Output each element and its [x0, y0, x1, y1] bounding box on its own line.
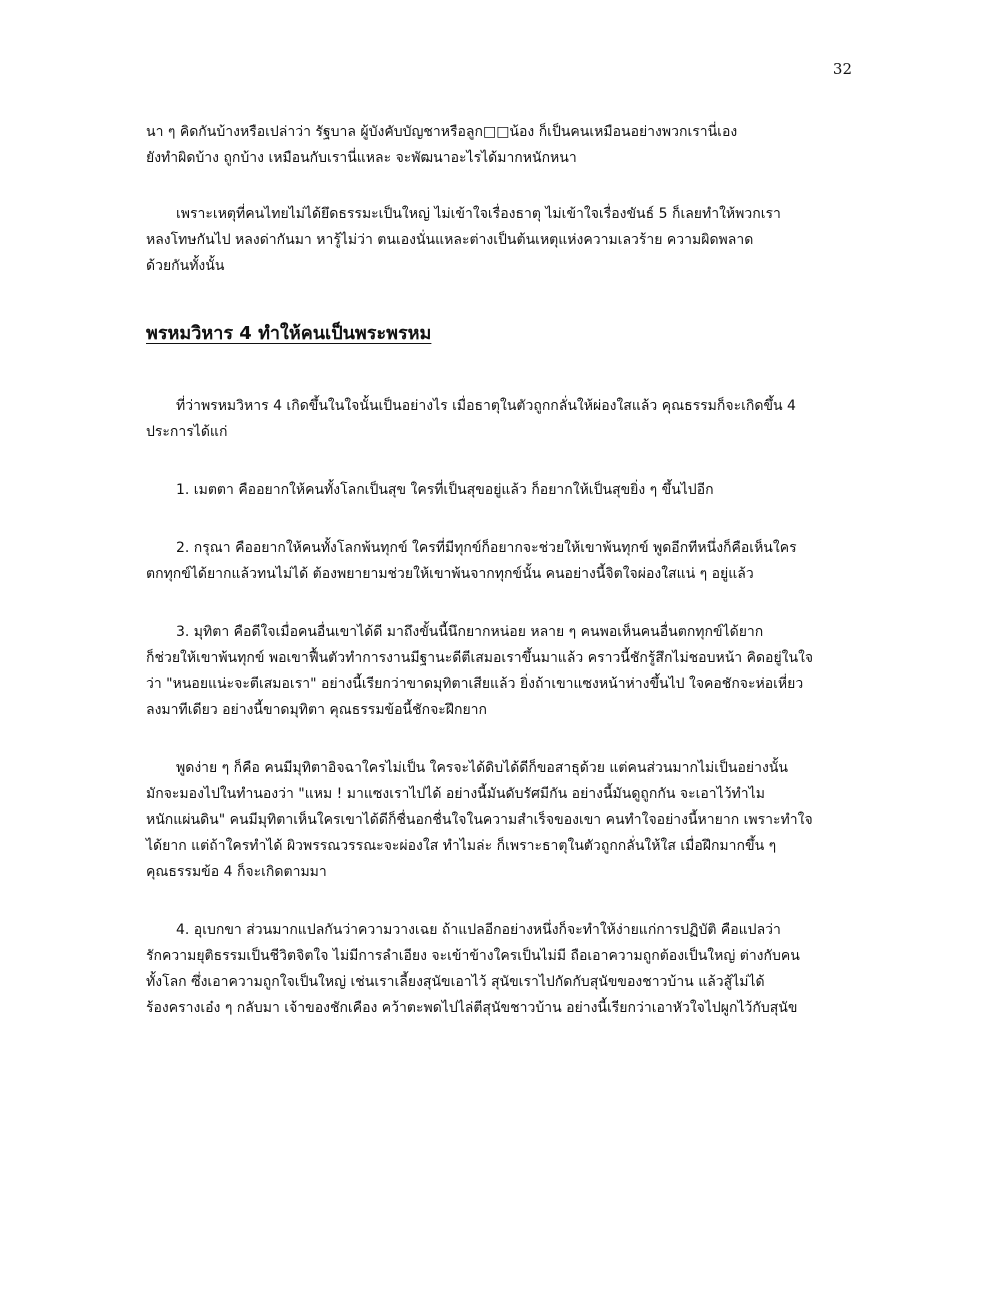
text-line: นา ๆ คิดกันบ้างหรือเปล่าว่า รัฐบาล ผู้บังคับบัญชาหรือลูก□□น้อง ก็เป็นคนเหมือนอย่างพวกเรานี่เอง — [146, 124, 738, 140]
text-line: 4. อุเบกขา ส่วนมากแปลกันว่าความวางเฉย ถ้าแปลอีกอย่างหนึ่งก็จะทำให้ง่ายแก่การปฏิบัติ คือแปลว่า — [176, 922, 781, 938]
text-line: ตกทุกข์ได้ยากแล้วทนไม่ได้ ต้องพยายามช่วยให้เขาพ้นจากทุกข์นั้น คนอย่างนี้จิตใจผ่องใสแน่ ๆ อยู่แล้ว — [146, 566, 754, 582]
text-line: 2. กรุณา คืออยากให้คนทั้งโลกพ้นทุกข์ ใครที่มีทุกข์ก็อยากจะช่วยให้เขาพ้นทุกข์ พูดอีกทีหนึ่งก็คือเห็นใคร — [176, 540, 797, 556]
paragraph-mudita-explained — [146, 755, 852, 885]
paragraph-brahmavihara-intro — [146, 393, 852, 445]
paragraph-mudita — [146, 619, 852, 723]
text-line: พูดง่าย ๆ ก็คือ คนมีมุทิตาอิจฉาใครไม่เป็น ใครจะได้ดิบได้ดีก็ขอสาธุด้วย แต่คนส่วนมากไม่เป็นอย่างนั้น — [176, 760, 788, 776]
paragraph-continuation — [146, 119, 852, 171]
text-line: มักจะมองไปในทำนองว่า "แหม ! มาแซงเราไปได้ อย่างนี้มันดับรัศมีกัน อย่างนี้มันดูถูกกัน จะเอาไว้ทำไม — [146, 786, 765, 802]
text-line: ยังทำผิดบ้าง ถูกบ้าง เหมือนกับเรานี่แหละ จะพัฒนาอะไรได้มากหนักหนา — [146, 150, 577, 166]
text-line: ที่ว่าพรหมวิหาร 4 เกิดขึ้นในใจนั้นเป็นอย่างไร เมื่อธาตุในตัวถูกกลั่นให้ผ่องใสแล้ว คุณธรรมก็จะเกิดขึ้น 4 — [176, 398, 796, 414]
text-line: รักความยุติธรรมเป็นชีวิตจิตใจ ไม่มีการลำเอียง จะเข้าข้างใครเป็นไม่มี ถือเอาความถูกต้องเป็นใหญ่ ต่างกับคน — [146, 948, 800, 964]
paragraph-upekkha — [146, 917, 852, 1021]
text-line: ก็ช่วยให้เขาพ้นทุกข์ พอเขาฟื้นตัวทำการงานมีฐานะดีตีเสมอเราขึ้นมาแล้ว คราวนี้ชักรู้สึกไม่ชอบหน้า คิดอยู่ในใจ — [146, 650, 814, 666]
text-line: ว่า "หนอยแน่ะจะตีเสมอเรา" อย่างนี้เรียกว่าขาดมุทิตาเสียแล้ว ยิ่งถ้าเขาแซงหน้าห่างขึ้นไป ใจคอชักจะห่อเหี่ยว — [146, 676, 804, 692]
page-number: 32 — [832, 60, 852, 78]
text-line: 1. เมตตา คืออยากให้คนทั้งโลกเป็นสุข ใครที่เป็นสุขอยู่แล้ว ก็อยากให้เป็นสุขยิ่ง ๆ ขึ้นไปอีก — [176, 482, 714, 498]
paragraph-khanthai — [146, 201, 852, 279]
document-body — [146, 119, 852, 1021]
text-line: ทั้งโลก ซึ่งเอาความถูกใจเป็นใหญ่ เช่นเราเลี้ยงสุนัขเอาไว้ สุนัขเราไปกัดกับสุนัขของชาวบ้าน แล้วสู้ไม่ได้ — [146, 974, 765, 990]
text-line: เพราะเหตุที่คนไทยไม่ได้ยึดธรรมะเป็นใหญ่ ไม่เข้าใจเรื่องธาตุ ไม่เข้าใจเรื่องขันธ์ 5 ก็เลยทำให้พวกเรา — [176, 206, 781, 222]
text-line: ประการได้แก่ — [146, 424, 228, 440]
text-line: 3. มุทิตา คือดีใจเมื่อคนอื่นเขาได้ดี มาถึงขั้นนี้นึกยากหน่อย หลาย ๆ คนพอเห็นคนอื่นตกทุกข์ได้ยาก — [176, 624, 764, 640]
text-line: ลงมาทีเดียว อย่างนี้ขาดมุทิตา คุณธรรมข้อนี้ชักจะฝึกยาก — [146, 702, 488, 718]
section-heading: พรหมวิหาร 4 ทำให้คนเป็นพระพรหม — [146, 323, 432, 344]
paragraph-karuna — [146, 535, 852, 587]
text-line: หลงโทษกันไป หลงด่ากันมา หารู้ไม่ว่า ตนเองนั่นแหละต่างเป็นต้นเหตุแห่งความเลวร้าย ความผิดพลาด — [146, 232, 754, 248]
text-line: หนักแผ่นดิน" คนมีมุทิตาเห็นใครเขาได้ดีก็ชื่นอกชื่นใจในความสำเร็จของเขา คนทำใจอย่างนี้หายาก เพราะทำใจ — [146, 812, 813, 828]
text-line: คุณธรรมข้อ 4 ก็จะเกิดตามมา — [146, 864, 327, 880]
text-line: ได้ยาก แต่ถ้าใครทำได้ ผิวพรรณวรรณะจะผ่องใส ทำไมล่ะ ก็เพราะธาตุในตัวถูกกลั่นให้ใส เมื่อฝึกมากขึ้น ๆ — [146, 838, 777, 854]
text-line: ด้วยกันทั้งนั้น — [146, 258, 225, 274]
paragraph-metta — [146, 477, 852, 503]
text-line: ร้องครางเอ๋ง ๆ กลับมา เจ้าของชักเคือง คว้าตะพดไปไล่ตีสุนัขชาวบ้าน อย่างนี้เรียกว่าเอาหัวใจไปผูกไว้กับสุนัข — [146, 1000, 798, 1016]
